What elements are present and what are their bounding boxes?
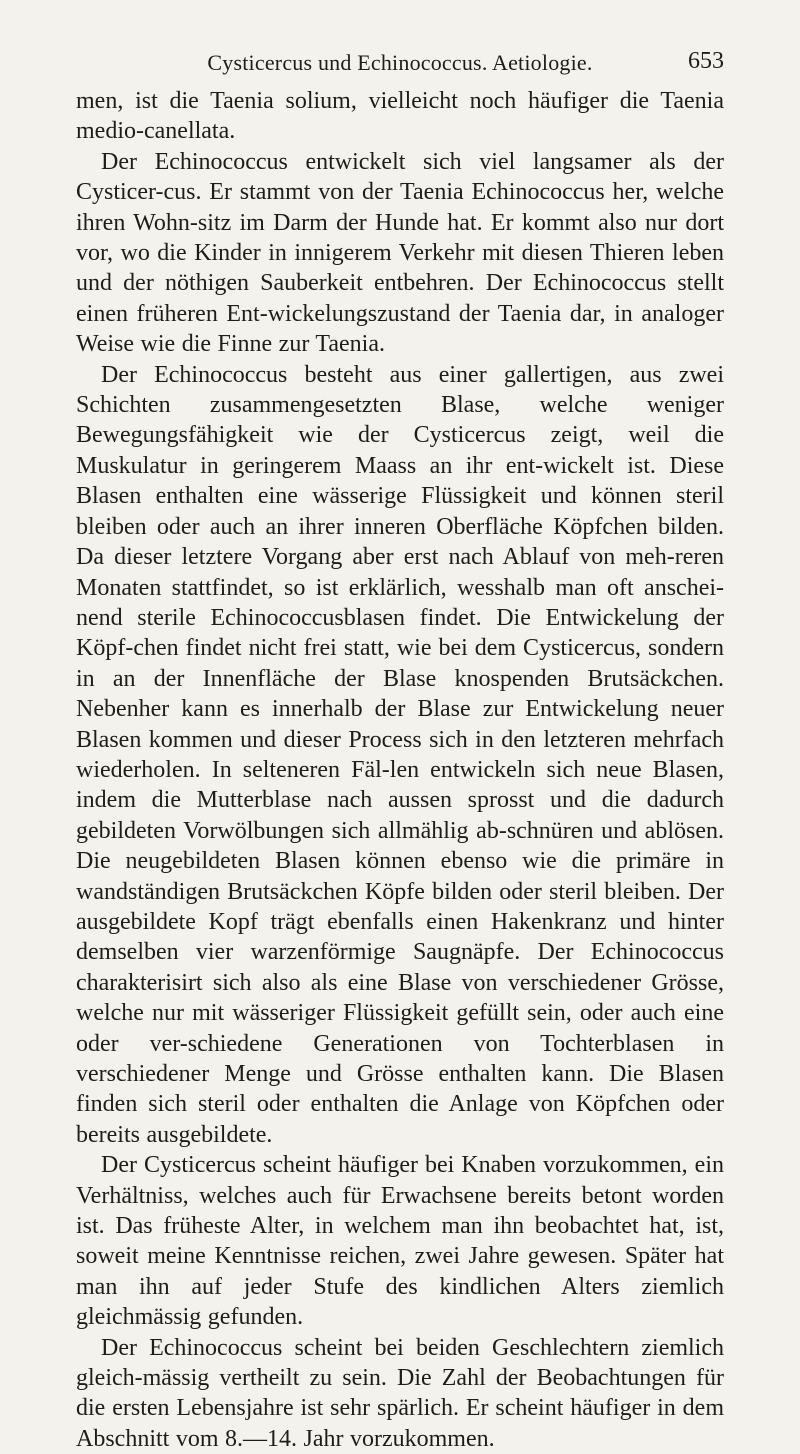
page-header	[76, 46, 724, 86]
paragraph-echinococcus-origin: Der Echinococcus entwickelt sich viel langsamer als der Cysticer-cus. Er stammt von der Taenia Echinococcus her, welche ihren Wohn-sitz im Darm der Hunde hat. Er kommt also nur dort vor, wo die Kinder in innigerem Verkehr mit diesen Thieren leben und der nöthigen Sauberkeit entbehren. Der Echinococcus stellt einen früheren Ent-wickelungszustand der Taenia dar, in analoger Weise wie die Finne zur Taenia.	[76, 148, 724, 358]
paragraph-cysticercus-age: Der Cysticercus scheint häufiger bei Knaben vorzukommen, ein Verhältniss, welches auch für Erwachsene bereits betont worden ist. Das früheste Alter, in welchem man ihn beobachtet hat, ist, soweit meine Kenntnisse reichen, zwei Jahre gewesen. Später hat man ihn auf jeder Stufe des kindlichen Alters ziemlich gleichmässig gefunden.	[76, 1152, 724, 1331]
paragraph-echinococcus-structure: Der Echinococcus besteht aus einer gallertigen, aus zwei Schichten zusammengesetzten Blase, welche weniger Bewegungsfähigkeit wie der Cysticercus zeigt, weil die Muskulatur in geringerem Maass an ihr ent-wickelt ist. Diese Blasen enthalten eine wässerige Flüssigkeit und können steril bleiben oder auch an ihrer inneren Oberfläche Köpfchen bilden. Da dieser letztere Vorgang aber erst nach Ablauf von meh-reren Monaten stattfindet, so ist erklärlich, wesshalb man oft anschei-nend sterile Echinococcusblasen findet. Die Entwickelung der Köpf-chen findet nicht frei statt, wie bei dem Cysticercus, sondern in an der Innenfläche der Blase knospenden Brutsäckchen. Nebenher kann es innerhalb der Blase zur Entwickelung neuer Blasen kommen und dieser Process sich in den letzteren mehrfach wiederholen. In selteneren Fäl-len entwickeln sich neue Blasen, indem die Mutterblase nach aussen sprosst und die dadurch gebildeten Vorwölbungen sich allmählig ab-schnüren und ablösen. Die neugebildeten Blasen können ebenso wie die primäre in wandständigen Brutsäckchen Köpfe bilden oder steril bleiben. Der ausgebildete Kopf trägt ebenfalls einen Hakenkranz und hinter demselben vier warzenförmige Saugnäpfe. Der Echinococcus charakterisirt sich also als eine Blase von verschiedener Grösse, welche nur mit wässeriger Flüssigkeit gefüllt sein, oder auch eine oder ver-schiedene Generationen von Tochterblasen in verschiedener Menge und Grösse enthalten kann. Die Blasen finden sich steril oder enthalten die Anlage von Köpfchen oder bereits ausgebildete.	[76, 361, 724, 1148]
running-title: Cysticercus und Echinococcus. Aetiologie.	[207, 50, 593, 75]
body-text	[76, 86, 724, 1454]
paragraph-continuation: men, ist die Taenia solium, vielleicht noch häufiger die Taenia medio-canellata.	[76, 88, 724, 145]
page-number: 653	[688, 48, 724, 74]
paragraph-echinococcus-distribution: Der Echinococcus scheint bei beiden Geschlechtern ziemlich gleich-mässig vertheilt zu sein. Die Zahl der Beobachtungen für die ersten Lebensjahre ist sehr spärlich. Er scheint häufiger in dem Abschnitt vom 8.—14. Jahr vorzukommen.	[76, 1334, 724, 1452]
